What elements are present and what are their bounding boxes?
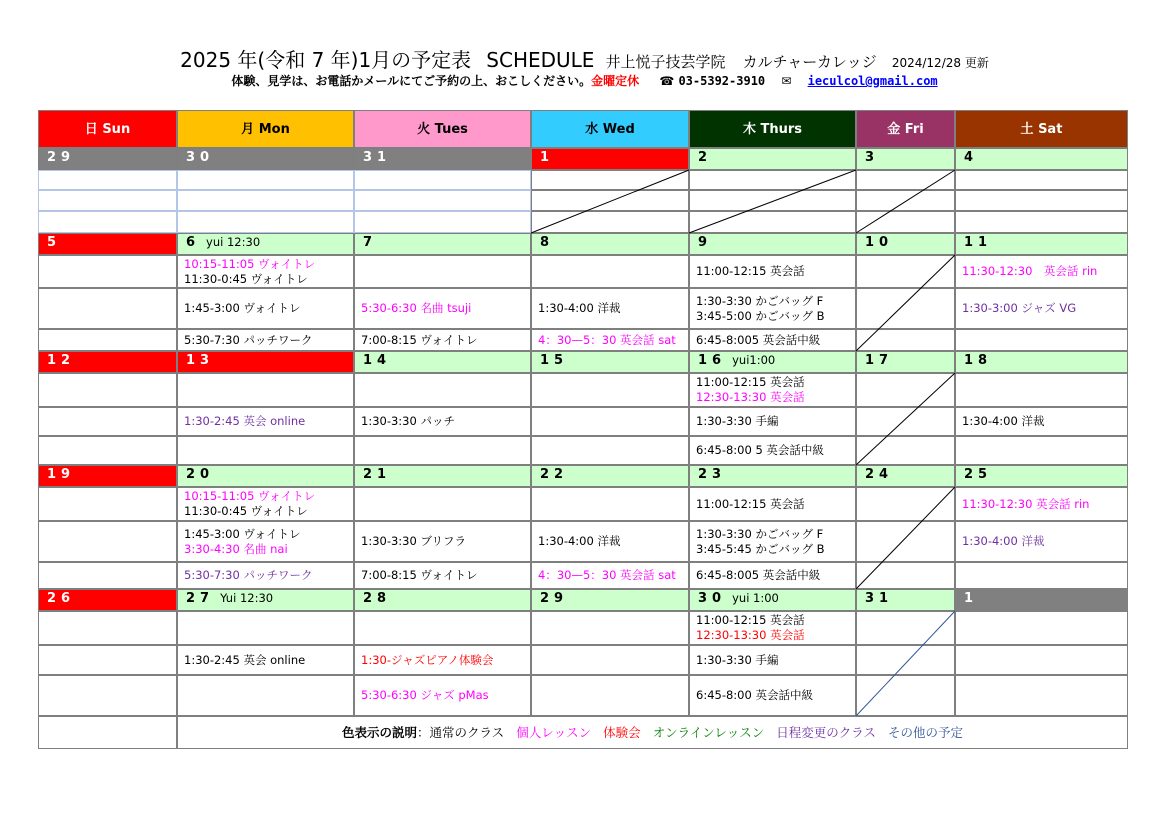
schedule-slot xyxy=(354,407,531,436)
class-entry[interactable]: 1:30-2:45 英会 online xyxy=(184,652,306,667)
schedule-table xyxy=(38,110,1128,749)
date-number: 8 xyxy=(540,235,555,250)
date-cell xyxy=(689,148,856,170)
date-number: 29 xyxy=(47,150,76,165)
date-number: 16 xyxy=(698,353,727,368)
class-entry[interactable]: 6:45-8:00 5 英会話中級 xyxy=(696,443,824,457)
phone-number[interactable]: 03-5392-3910 xyxy=(678,74,766,88)
class-entry[interactable]: 11:30-12:30 英会話 rin xyxy=(962,496,1090,511)
schedule-slot xyxy=(177,562,354,589)
schedule-slot xyxy=(38,211,177,233)
schedule-slot xyxy=(689,521,856,562)
schedule-slot xyxy=(689,373,856,407)
class-entry[interactable]: 11:00-12:15 英会話 xyxy=(696,613,805,627)
date-cell xyxy=(354,465,531,487)
date-note: Yui 12:30 xyxy=(220,591,274,605)
class-entry[interactable]: 5:30-6:30 名曲 tsuji xyxy=(361,301,472,315)
class-entry[interactable]: 11:30-12:30 英会話 rin xyxy=(962,264,1098,278)
date-cell xyxy=(38,233,177,255)
schedule-slot xyxy=(856,675,955,716)
schedule-slot xyxy=(177,373,354,407)
schedule-slot xyxy=(177,611,354,645)
schedule-slot xyxy=(955,675,1128,716)
schedule-slot xyxy=(955,487,1128,521)
class-entry[interactable]: 3:45-5:45 かごバッグ B xyxy=(696,541,825,556)
date-number: 31 xyxy=(363,150,392,165)
class-entry[interactable]: 11:00-12:15 英会話 xyxy=(696,375,805,389)
date-number: 10 xyxy=(865,235,894,250)
schedule-slot xyxy=(38,190,177,211)
class-entry[interactable]: 3:30-4:30 名曲 nai xyxy=(184,541,288,556)
schedule-slot xyxy=(177,645,354,675)
class-entry[interactable]: 4：30—5：30 英会話 sat xyxy=(538,332,676,347)
schedule-slot xyxy=(689,436,856,465)
email-link[interactable]: ieculcol@gmail.com xyxy=(807,74,938,88)
title-main: 2025 年(令和 7 年)1月の予定表 xyxy=(180,48,472,72)
day-header-3 xyxy=(531,110,689,148)
class-entry[interactable]: 11:30-0:45 ヴォイトレ xyxy=(184,271,308,286)
date-number: 29 xyxy=(540,591,569,606)
schedule-slot xyxy=(177,675,354,716)
class-entry[interactable]: 12:30-13:30 英会話 xyxy=(696,628,805,642)
schedule-slot xyxy=(177,436,354,465)
day-header-1 xyxy=(177,110,354,148)
date-number: 17 xyxy=(865,353,894,368)
day-header-5 xyxy=(856,110,955,148)
class-entry[interactable]: 1:30-3:30 ブリフラ xyxy=(361,534,466,548)
schedule-slot xyxy=(531,521,689,562)
schedule-slot xyxy=(689,645,856,675)
day-header-2 xyxy=(354,110,531,148)
notice-text: 体験、見学は、お電話かメールにてご予約の上、おこしください。 xyxy=(231,74,592,88)
date-number: 12 xyxy=(47,353,76,368)
schedule-slot xyxy=(856,190,955,211)
class-entry[interactable]: 6:45-8:005 英会話中級 xyxy=(696,568,821,582)
class-entry[interactable]: 1:30-3:30 手編 xyxy=(696,652,779,667)
schedule-slot xyxy=(531,562,689,589)
date-number: 22 xyxy=(540,467,569,482)
date-cell xyxy=(177,351,354,373)
schedule-slot xyxy=(689,407,856,436)
schedule-slot xyxy=(689,675,856,716)
schedule-slot xyxy=(955,211,1128,233)
schedule-slot xyxy=(38,255,177,288)
class-entry[interactable]: 1:30-2:45 英会 online xyxy=(184,414,306,428)
updated-date: 2024/12/28 更新 xyxy=(891,56,989,70)
schedule-slot xyxy=(354,255,531,288)
mail-icon: ✉ xyxy=(781,74,792,88)
date-number: 28 xyxy=(363,591,392,606)
schedule-slot xyxy=(856,645,955,675)
schedule-slot xyxy=(856,373,955,407)
legend-title: 色表示の説明 xyxy=(342,725,418,740)
legend-item: 個人レッスン xyxy=(516,725,592,740)
class-entry[interactable]: 1:30-4:00 洋裁 xyxy=(538,301,621,315)
schedule-slot xyxy=(955,645,1128,675)
schedule-slot xyxy=(955,190,1128,211)
schedule-slot xyxy=(38,521,177,562)
class-entry[interactable]: 1:30-3:00 ジャズ VG xyxy=(962,301,1077,315)
schedule-slot xyxy=(177,255,354,288)
date-number: 19 xyxy=(47,467,76,482)
schedule-slot xyxy=(531,675,689,716)
class-entry[interactable]: 5:30-7:30 パッチワーク xyxy=(184,568,313,582)
class-entry[interactable]: 3:45-5:00 かごバッグ B xyxy=(696,308,825,323)
day-header-label: 月 Mon xyxy=(241,121,290,137)
schedule-slot xyxy=(955,521,1128,562)
date-number: 23 xyxy=(698,467,727,482)
date-cell xyxy=(955,465,1128,487)
schedule-slot xyxy=(856,255,955,288)
legend-item: ：通常のクラス xyxy=(417,725,505,740)
schedule-slot xyxy=(689,170,856,190)
class-entry[interactable]: 1:30-3:30 パッチ xyxy=(361,414,455,428)
schedule-slot xyxy=(177,407,354,436)
class-entry[interactable]: 1:30-3:30 かごバッグ F xyxy=(696,293,824,308)
class-entry[interactable]: 11:00-12:15 英会話 xyxy=(696,264,805,278)
schedule-slot xyxy=(38,288,177,329)
schedule-slot xyxy=(689,255,856,288)
schedule-slot xyxy=(354,211,531,233)
date-cell xyxy=(955,589,1128,611)
schedule-slot xyxy=(955,288,1128,329)
college-name: カルチャーカレッジ xyxy=(742,53,877,71)
schedule-slot xyxy=(354,436,531,465)
schedule-slot xyxy=(856,611,955,645)
date-number: 30 xyxy=(186,150,215,165)
date-number: 6 xyxy=(186,235,201,250)
schedule-slot xyxy=(689,211,856,233)
schedule-slot xyxy=(38,329,177,351)
schedule-slot xyxy=(177,288,354,329)
closed-notice: 金曜定休 xyxy=(591,74,640,88)
schedule-slot xyxy=(354,645,531,675)
schedule-slot xyxy=(955,373,1128,407)
schedule-slot xyxy=(531,211,689,233)
date-number: 24 xyxy=(865,467,894,482)
date-number: 20 xyxy=(186,467,215,482)
date-number: 7 xyxy=(363,235,378,250)
class-entry[interactable]: 5:30-7:30 パッチワーク xyxy=(184,332,313,347)
class-entry[interactable]: 7:00-8:15 ヴォイトレ xyxy=(361,568,478,582)
day-header-label: 水 Wed xyxy=(585,121,635,137)
schedule-slot xyxy=(856,288,955,329)
date-number: 15 xyxy=(540,353,569,368)
date-number: 11 xyxy=(964,235,993,250)
date-cell xyxy=(38,148,177,170)
date-cell xyxy=(177,589,354,611)
date-cell xyxy=(531,351,689,373)
schedule-slot xyxy=(354,373,531,407)
class-entry[interactable]: 1:45-3:00 ヴォイトレ xyxy=(184,301,301,315)
schedule-slot xyxy=(955,611,1128,645)
schedule-slot xyxy=(531,190,689,211)
date-number: 4 xyxy=(964,150,979,165)
schedule-slot xyxy=(531,170,689,190)
class-entry[interactable]: 11:00-12:15 英会話 xyxy=(696,496,805,511)
schedule-slot xyxy=(955,170,1128,190)
schedule-slot xyxy=(354,562,531,589)
schedule-slot xyxy=(689,562,856,589)
class-entry[interactable]: 5:30-6:30 ジャズ pMas xyxy=(361,688,489,702)
day-header-label: 日 Sun xyxy=(84,121,131,137)
date-cell xyxy=(856,233,955,255)
date-cell xyxy=(38,589,177,611)
day-header-label: 木 Thurs xyxy=(742,121,803,137)
schedule-slot xyxy=(531,329,689,351)
class-entry[interactable]: 6:45-8:005 英会話中級 xyxy=(696,332,821,347)
schedule-slot xyxy=(38,407,177,436)
schedule-slot xyxy=(177,487,354,521)
class-entry[interactable]: 10:15-11:05 ヴォイトレ xyxy=(184,256,316,271)
date-number: 31 xyxy=(865,591,894,606)
day-header-4 xyxy=(689,110,856,148)
date-number: 3 xyxy=(865,150,880,165)
date-note: yui1:00 xyxy=(732,353,776,367)
schedule-slot xyxy=(856,436,955,465)
schedule-slot xyxy=(177,170,354,190)
schedule-slot xyxy=(531,487,689,521)
date-number: 21 xyxy=(363,467,392,482)
schedule-slot xyxy=(38,645,177,675)
date-cell xyxy=(689,351,856,373)
schedule-slot xyxy=(354,675,531,716)
date-cell xyxy=(689,465,856,487)
date-cell xyxy=(354,351,531,373)
schedule-slot xyxy=(531,373,689,407)
date-number: 13 xyxy=(186,353,215,368)
class-entry[interactable]: 1:30-4:00 洋裁 xyxy=(538,534,621,548)
date-cell xyxy=(955,351,1128,373)
date-number: 2 xyxy=(698,150,713,165)
class-entry[interactable]: 1:45-3:00 ヴォイトレ xyxy=(184,526,301,541)
date-cell xyxy=(856,465,955,487)
legend-item: 体験会 xyxy=(603,725,641,740)
schedule-slot xyxy=(856,562,955,589)
schedule-slot xyxy=(856,329,955,351)
legend-spacer xyxy=(38,716,177,749)
schedule-slot xyxy=(531,436,689,465)
date-number: 1 xyxy=(540,150,555,165)
schedule-slot xyxy=(955,255,1128,288)
date-number: 30 xyxy=(698,591,727,606)
class-entry[interactable]: 11:30-0:45 ヴォイトレ xyxy=(184,504,308,518)
day-header-6 xyxy=(955,110,1128,148)
class-entry[interactable]: 1:30-4:00 洋裁 xyxy=(962,414,1045,428)
date-cell xyxy=(354,233,531,255)
schedule-slot xyxy=(856,521,955,562)
class-entry[interactable]: 4：30—5：30 英会話 sat xyxy=(538,568,676,582)
schedule-slot xyxy=(354,521,531,562)
schedule-slot xyxy=(354,190,531,211)
day-header-0 xyxy=(38,110,177,148)
schedule-slot xyxy=(531,255,689,288)
contact-line xyxy=(0,72,1169,89)
date-cell xyxy=(38,351,177,373)
class-entry[interactable]: 12:30-13:30 英会話 xyxy=(696,390,805,404)
schedule-slot xyxy=(955,407,1128,436)
schedule-slot xyxy=(856,407,955,436)
schedule-slot xyxy=(955,562,1128,589)
date-number: 26 xyxy=(47,591,76,606)
phone-icon: ☎ xyxy=(659,74,675,88)
date-number: 1 xyxy=(964,591,979,606)
schedule-slot xyxy=(955,436,1128,465)
schedule-slot xyxy=(689,611,856,645)
date-cell xyxy=(689,589,856,611)
schedule-slot xyxy=(531,645,689,675)
schedule-slot xyxy=(38,436,177,465)
date-cell xyxy=(354,589,531,611)
schedule-slot xyxy=(38,373,177,407)
schedule-slot xyxy=(856,487,955,521)
date-cell xyxy=(38,465,177,487)
day-header-label: 土 Sat xyxy=(1020,121,1063,137)
date-cell xyxy=(177,465,354,487)
schedule-slot xyxy=(177,329,354,351)
schedule-slot xyxy=(689,487,856,521)
legend-item: その他の予定 xyxy=(887,725,963,740)
schedule-slot xyxy=(689,288,856,329)
date-cell xyxy=(955,148,1128,170)
schedule-slot xyxy=(955,329,1128,351)
class-entry[interactable]: 1:30-3:30 手編 xyxy=(696,414,779,428)
date-cell xyxy=(689,233,856,255)
schedule-slot xyxy=(531,288,689,329)
legend-item: オンラインレッスン xyxy=(652,725,765,740)
schedule-slot xyxy=(177,190,354,211)
legend-item: 日程変更のクラス xyxy=(776,725,876,740)
schedule-slot xyxy=(177,521,354,562)
date-number: 25 xyxy=(964,467,993,482)
schedule-slot xyxy=(354,487,531,521)
date-number: 14 xyxy=(363,353,392,368)
title-schedule: SCHEDULE xyxy=(486,48,595,72)
date-cell xyxy=(531,233,689,255)
date-note: yui 12:30 xyxy=(206,235,261,249)
schedule-slot xyxy=(38,611,177,645)
class-entry[interactable]: 6:45-8:00 英会話中級 xyxy=(696,688,813,702)
schedule-slot xyxy=(354,329,531,351)
schedule-slot xyxy=(856,211,955,233)
date-cell xyxy=(856,148,955,170)
schedule-slot xyxy=(856,170,955,190)
schedule-slot xyxy=(531,611,689,645)
date-cell xyxy=(177,148,354,170)
date-cell xyxy=(177,233,354,255)
class-entry[interactable]: 1:30-3:30 かごバッグ F xyxy=(696,526,824,541)
date-cell xyxy=(531,589,689,611)
schedule-slot xyxy=(38,562,177,589)
schedule-slot xyxy=(531,407,689,436)
day-header-label: 火 Tues xyxy=(417,121,468,137)
school-name: 井上悦子技芸学院 xyxy=(605,53,726,71)
schedule-slot xyxy=(354,611,531,645)
date-cell xyxy=(856,351,955,373)
class-entry[interactable]: 1:30-4:00 洋裁 xyxy=(962,534,1045,548)
date-note: yui 1:00 xyxy=(732,591,779,605)
class-entry[interactable]: 7:00-8:15 ヴォイトレ xyxy=(361,332,478,347)
class-entry[interactable]: 1:30-ジャズピアノ体験会 xyxy=(361,652,494,667)
date-cell xyxy=(856,589,955,611)
color-legend xyxy=(177,716,1128,749)
page-title xyxy=(0,44,1169,73)
schedule-slot xyxy=(38,675,177,716)
schedule-slot xyxy=(354,170,531,190)
schedule-slot xyxy=(177,211,354,233)
date-cell xyxy=(354,148,531,170)
date-number: 27 xyxy=(186,591,215,606)
class-entry[interactable]: 10:15-11:05 ヴォイトレ xyxy=(184,489,316,503)
date-cell xyxy=(531,465,689,487)
schedule-slot xyxy=(38,170,177,190)
schedule-slot xyxy=(689,190,856,211)
date-cell xyxy=(531,148,689,170)
date-number: 5 xyxy=(47,235,62,250)
date-cell xyxy=(955,233,1128,255)
schedule-slot xyxy=(354,288,531,329)
date-number: 18 xyxy=(964,353,993,368)
schedule-slot xyxy=(38,487,177,521)
date-number: 9 xyxy=(698,235,713,250)
schedule-slot xyxy=(689,329,856,351)
day-header-label: 金 Fri xyxy=(887,121,924,137)
